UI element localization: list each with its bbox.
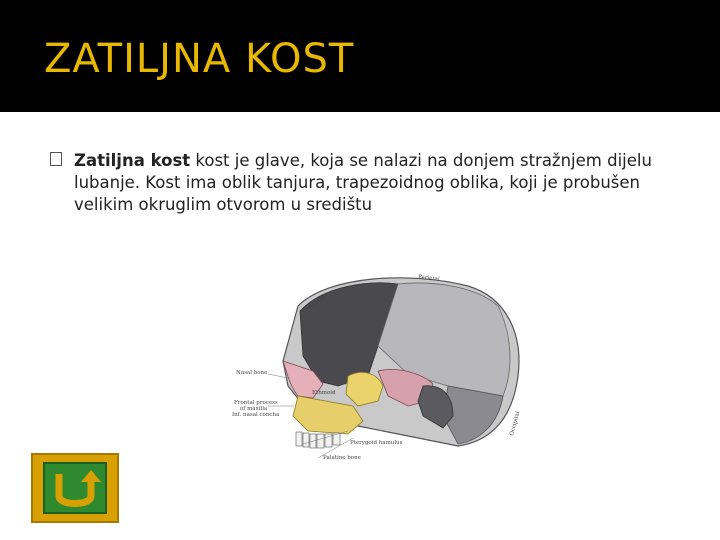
bullet-icon [50,152,62,166]
label-occipital: Occipital [509,410,522,437]
label-ethmoid: Ethmoid [312,390,336,396]
label-nasal-bone: Nasal bone [236,370,268,376]
label-parietal: Parietal [417,274,440,283]
label-palatine-bone: Palatine bone [323,455,361,461]
label-frontal: Frontal [307,293,328,312]
bullet-item [50,150,670,216]
label-frontal-process: Frontal process [234,400,278,406]
return-button-face[interactable] [43,462,107,514]
title-bar [0,0,720,112]
label-pterygoid-hamulus: Pterygoid hamulus [350,440,403,446]
slide-title: ZATILJNA KOST [44,36,355,82]
bullet-description: kost je glave, koja se nalazi na donjem stražnjem dijelu lubanje. Kost ima oblik tanjura, trapezoidnog oblika, koji je probušen velikim okruglim otvorom u središtu [74,151,652,214]
u-turn-arrow-icon [45,464,105,512]
return-button[interactable] [31,453,119,523]
bullet-paragraph [74,150,670,216]
label-inf-nasal-concha: Inf. nasal concha [232,412,280,418]
teeth [296,432,340,448]
bullet-term: Zatiljna kost [74,151,191,170]
label-of-maxilla: of maxilla [240,406,268,412]
skull-section-figure [228,266,528,466]
